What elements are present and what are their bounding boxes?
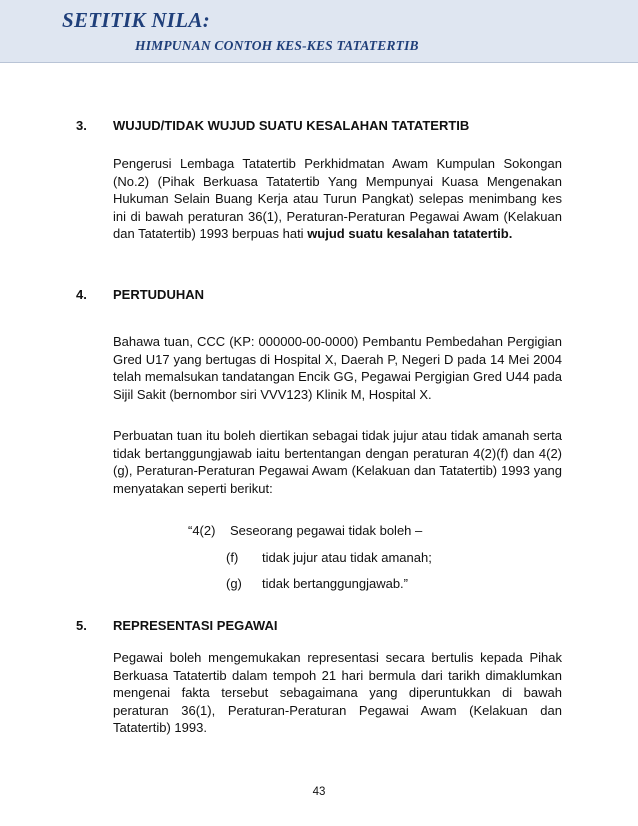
section-5-paragraph: Pegawai boleh mengemukakan representasi secara bertulis kepada Pihak Berkuasa Tatatertib dalam tempoh 21 hari bermula dari tarikh dimaklumkan mengenai fakta tersebut sebagaimana yang diperuntukkan di bawah peraturan 36(1), Peraturan-Peraturan Pegawai Awam (Kelakuan dan Tatatertib) 1993. xyxy=(113,650,562,736)
section-4-title: PERTUDUHAN xyxy=(113,287,204,302)
quote-item-text: tidak jujur atau tidak amanah; xyxy=(262,550,432,565)
page-header xyxy=(0,0,638,62)
quote-reference: “4(2) xyxy=(188,523,216,538)
header-title: SETITIK NILA: xyxy=(62,8,211,32)
header-subtitle: HIMPUNAN CONTOH KES-KES TATATERTIB xyxy=(135,38,419,53)
section-3-title: WUJUD/TIDAK WUJUD SUATU KESALAHAN TATATERTIB xyxy=(113,118,470,133)
header-divider xyxy=(0,62,638,63)
section-5-number: 5. xyxy=(76,618,87,633)
quote-item-text: tidak bertanggungjawab.” xyxy=(262,576,408,591)
page-number: 43 xyxy=(312,786,326,798)
quote-item-label: (g) xyxy=(226,576,242,591)
charge-paragraph: Bahawa tuan, CCC (KP: 000000-00-0000) Pembantu Pembedahan Pergigian Gred U17 yang bertugas di Hospital X, Daerah P, Negeri D pada 14 Mei 2004 telah memalsukan tandatangan Encik GG, Pegawai Pergigian Gred U44 pada Sijil Sakit (bernombor siri VVV123) Klinik M, Hospital X. xyxy=(113,334,562,402)
section-3-paragraph: Pengerusi Lembaga Tatatertib Perkhidmatan Awam Kumpulan Sokongan (No.2) (Pihak Berkuasa Tatatertib Yang Mempunyai Kuasa Mengenakan Hukuman Selain Buang Kerja atau Turun Pangkat) selepas menimbang kes ini di bawah peraturan 36(1), Peraturan-Peraturan Pegawai Awam (Kelakuan dan Tatatertib) 1993 berpuas hati wujud suatu kesalahan tatatertib. xyxy=(113,156,562,242)
quote-item-label: (f) xyxy=(226,550,239,565)
section-5-title: REPRESENTASI PEGAWAI xyxy=(113,618,278,633)
verdict-emphasis: wujud suatu kesalahan tatatertib xyxy=(307,226,509,242)
interpretation-paragraph: Perbuatan tuan itu boleh diertikan sebagai tidak jujur atau tidak amanah serta tidak bertanggungjawab iaitu bertentangan dengan peraturan 4(2)(f) dan 4(2)(g), Peraturan-Peraturan Pegawai Awam (Kelakuan dan Tatatertib) 1993 yang menyatakan seperti berikut: xyxy=(113,428,562,496)
quote-lead: Seseorang pegawai tidak boleh – xyxy=(230,523,423,538)
section-3-number: 3. xyxy=(76,118,87,133)
section-4-number: 4. xyxy=(76,287,87,302)
